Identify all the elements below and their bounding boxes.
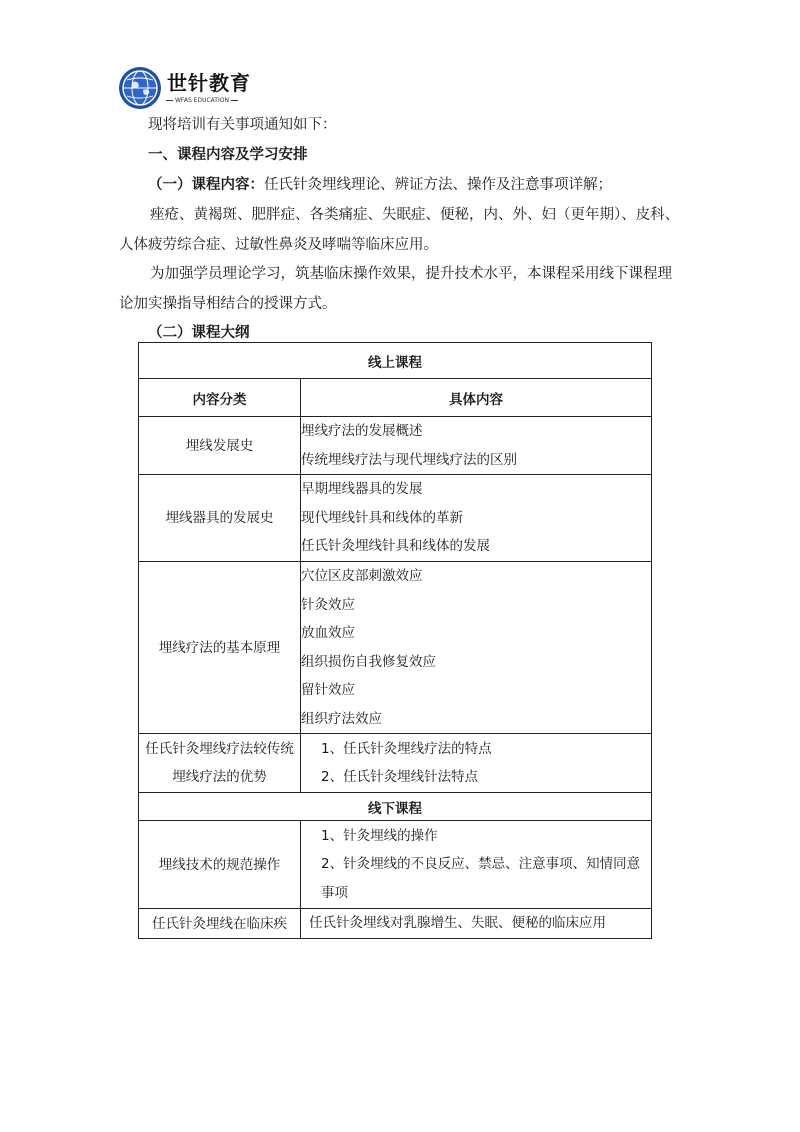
detail-item: 放血效应 [301,625,355,641]
table-row [139,475,652,562]
row-category: 埋线疗法的基本原理 [139,562,301,734]
method-line-2: 论加实操指导相结合的授课方式。 [119,296,337,312]
row-details [301,909,652,939]
row-details [301,562,652,734]
section-heading: 一、课程内容及学习安排 [148,147,308,163]
row-category: 任氏针灸埋线在临床疾 [139,909,301,939]
row-category: 埋线技术的规范操作 [139,821,301,909]
online-course-title: 线上课程 [139,343,652,379]
row-details [301,821,652,909]
detail-item: 组织损伤自我修复效应 [301,653,436,670]
row-category: 埋线发展史 [139,417,301,475]
course-content-text: 任氏针灸埋线理论、辨证方法、操作及注意事项详解； [264,177,612,193]
course-content [148,175,612,195]
row-category: 埋线器具的发展史 [139,475,301,562]
column-header-category: 内容分类 [139,379,301,417]
detail-item: 任氏针灸埋线针具和线体的发展 [301,538,490,555]
row-details [301,475,652,562]
logo-name: 世针教育 [167,71,251,95]
detail-item: 传统埋线疗法与现代埋线疗法的区别 [301,451,517,468]
column-header-detail: 具体内容 [301,379,652,417]
row-details [301,417,652,475]
row-details [301,734,652,793]
table-row [139,909,652,939]
online-section-row [139,343,652,379]
method-line-1: 为加强学员理论学习，筑基临床操作效果，提升技术水平，本课程采用线下课程理 [150,266,672,282]
diseases-line-2: 人体疲劳综合症、过敏性鼻炎及哮喘等临床应用。 [119,237,438,253]
detail-item: 组织疗法效应 [301,710,382,727]
detail-item: 埋线疗法的发展概述 [301,423,423,439]
detail-item: 1、任氏针灸埋线疗法的特点 [321,740,492,757]
offline-course-title: 线下课程 [139,793,652,821]
table-row [139,417,652,475]
detail-item: 任氏针灸埋线对乳腺增生、失眠、便秘的临床应用 [309,915,606,932]
table-row [139,734,652,793]
globe-logo-icon [118,66,162,110]
row-category: 任氏针灸埋线疗法较传统埋线疗法的优势 [139,734,301,793]
detail-item: 早期埋线器具的发展 [301,481,423,498]
detail-item: 穴位区皮部刺激效应 [301,568,423,584]
detail-item: 留针效应 [301,682,355,698]
intro-text: 现将培训有关事项通知如下： [148,117,337,133]
offline-section-row [139,793,652,821]
diseases-line-1: 痤疮、黄褐斑、肥胖症、各类痛症、失眠症、便秘，内、外、妇（更年期）、皮科、 [150,207,680,223]
detail-item: 2、针灸埋线的不良反应、禁忌、注意事项、知情同意事项 [321,856,641,901]
table-row [139,821,652,909]
table-row [139,562,652,734]
wfas-education-logo [118,66,318,116]
logo-subtitle: WFAS EDUCATION [164,97,240,104]
detail-item: 1、针灸埋线的操作 [321,827,438,844]
table-header-row [139,379,652,417]
detail-item: 2、任氏针灸埋线针法特点 [321,769,479,785]
outline-heading: （二）课程大纲 [148,325,250,341]
course-outline-table [138,342,652,939]
detail-item: 针灸效应 [301,596,355,613]
course-content-label: （一）课程内容： [148,177,264,193]
detail-item: 现代埋线针具和线体的革新 [301,509,463,526]
